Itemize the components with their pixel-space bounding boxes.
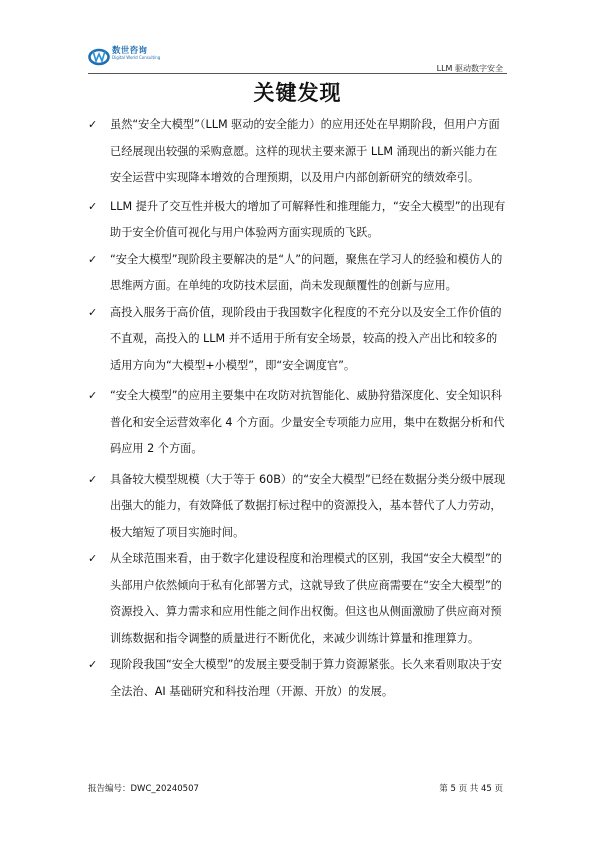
report-number: 报告编号：DWC_20240507 — [88, 784, 199, 794]
logo-icon — [88, 44, 112, 68]
finding-item — [88, 467, 508, 547]
finding-item — [88, 247, 508, 300]
finding-item — [88, 112, 508, 192]
check-icon: ✓ — [88, 389, 98, 402]
page-title: 关键发现 — [253, 81, 342, 105]
check-icon: ✓ — [88, 118, 98, 131]
check-icon: ✓ — [88, 658, 98, 671]
findings-list — [88, 112, 508, 705]
page-number: 第 5 页 共 45 页 — [439, 784, 503, 794]
finding-text: 具备较大模型规模（大于等于 60B）的“安全大模型”已经在数据分类分级中展现出强大的能力，有效降低了数据打标过程中的资源投入，基本替代了人力劳动，极大缩短了项目实施时间。 — [110, 472, 506, 539]
finding-text: “安全大模型”现阶段主要解决的是“人”的问题，聚焦在学习人的经验和模仿人的思维两方面。在单纯的攻防技术层面，尚未发现颠覆性的创新与应用。 — [110, 252, 503, 292]
finding-text: LLM 提升了交互性并极大的增加了可解释性和推理能力，“安全大模型”的出现有助于安全价值可视化与用户体验两方面实现质的飞跃。 — [110, 199, 506, 239]
check-icon: ✓ — [88, 472, 98, 486]
finding-text: “安全大模型”的应用主要集中在攻防对抗智能化、威胁狩猎深度化、安全知识科普化和安全运营效率化 4 个方面。少量安全专项能力应用，集中在数据分析和代码应用 2 个方面。 — [110, 389, 505, 455]
finding-item — [88, 300, 508, 380]
logo-text-en: Digital World Consulting — [112, 55, 161, 60]
finding-text: 高投入服务于高价值，现阶段由于我国数字化程度的不充分以及安全工作价值的不直观，高投入的 LLM 并不适用于所有安全场景，较高的投入产出比和较多的适用方向为“大模型+小模型”，即“安全调度官”。 — [110, 305, 502, 372]
header-topic: LLM 驱动数字安全 — [436, 64, 503, 73]
check-icon: ✓ — [88, 305, 98, 319]
finding-text: 虽然“安全大模型”（LLM 驱动的安全能力）的应用还处在早期阶段，但用户方面已经展现出较强的采购意愿。这样的现状主要来源于 LLM 涌现出的新兴能力在安全运营中实现降本增效的合理预期，以及用户内部创新研究的绩效牵引。 — [110, 118, 500, 184]
finding-item — [88, 383, 508, 463]
finding-item — [88, 194, 508, 247]
finding-item — [88, 652, 508, 705]
check-icon: ✓ — [88, 199, 98, 213]
finding-text: 从全球范围来看，由于数字化建设程度和治理模式的区别，我国“安全大模型”的头部用户依然倾向于私有化部署方式，这就导致了供应商需要在“安全大模型”的资源投入、算力需求和应用性能之间作出权衡。但这也从侧面激励了供应商对预训练数据和指令调整的质量进行不断优化，来减少训练计算量和推理算力。 — [110, 552, 502, 645]
check-icon: ✓ — [88, 252, 98, 266]
finding-text: 现阶段我国“安全大模型”的发展主要受制于算力资源紧张。长久来看则取决于安全法治、AI 基础研究和科技治理（开源、开放）的发展。 — [110, 658, 502, 698]
header-divider — [88, 73, 507, 74]
logo-text-cn: 数世咨询 — [112, 46, 148, 56]
finding-item — [88, 546, 508, 652]
company-logo — [88, 44, 178, 70]
check-icon: ✓ — [88, 552, 98, 565]
